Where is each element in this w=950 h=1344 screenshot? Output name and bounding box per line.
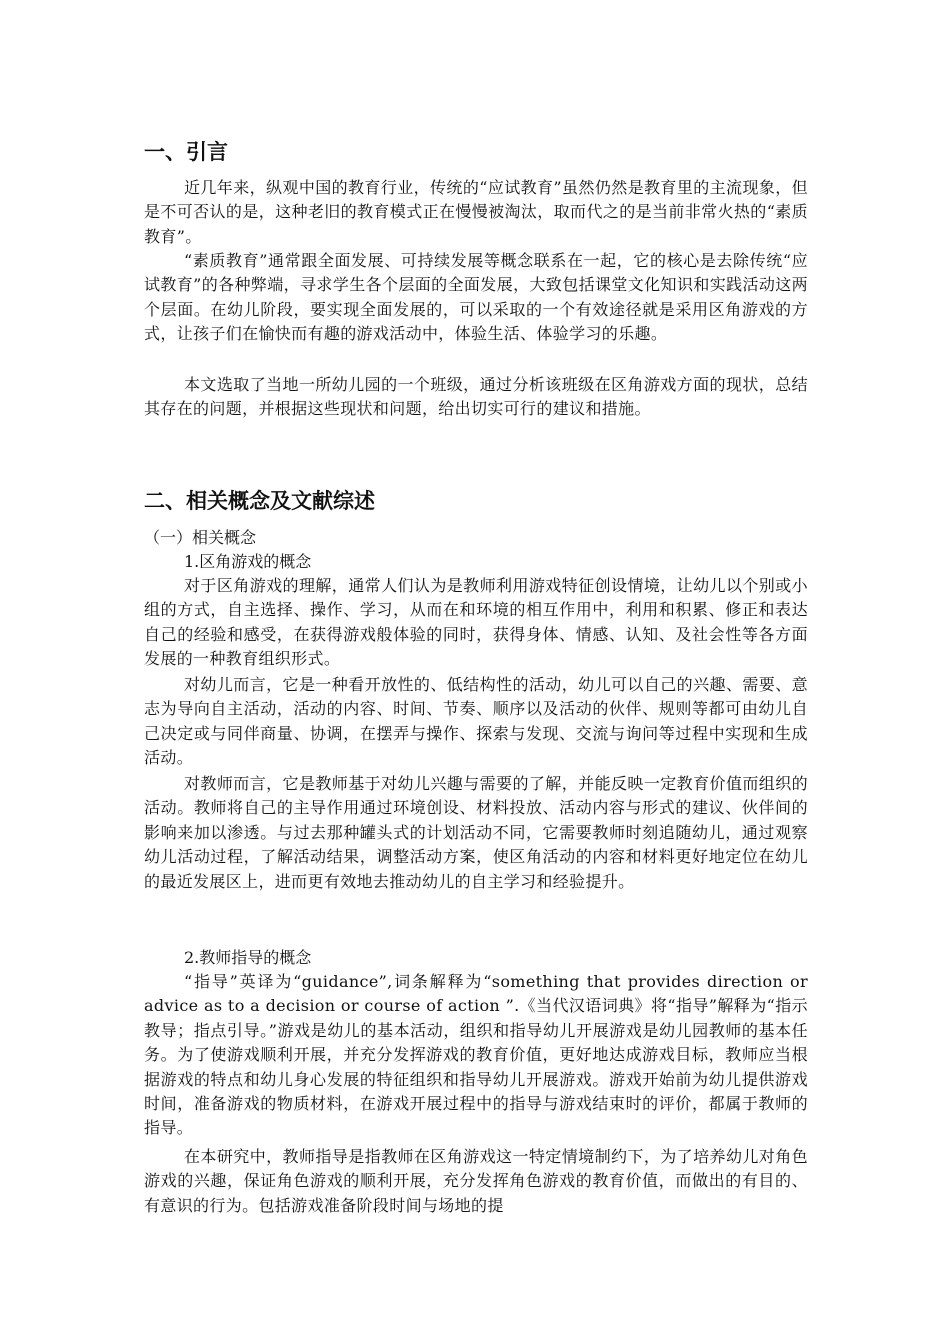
paragraph-teacher-guidance-1: “指导”英译为“guidance”,词条解释为“something that provides direction or advice as to a decision or course of action ”.《当代汉语词典》将“指导”解释为“指示教导；指点引导。”游戏是幼儿的基本活动，组织和指导幼儿开展游戏是幼儿园教师的基本任务。为了使游戏顺利开展，并充分发挥游戏的教育价值，更好地达成游戏目标，教师应当根据游戏的特点和幼儿身心发展的特征组织和指导幼儿开展游戏。游戏开始前为幼儿提供游戏时间，准备游戏的物质材料，在游戏开展过程中的指导与游戏结束时的评价，都属于教师的指导。 [144, 972, 808, 1138]
paragraph-corner-game-1: 对于区角游戏的理解，通常人们认为是教师利用游戏特征创设情境，让幼儿以个别或小组的方式，自主选择、操作、学习，从而在和环境的相互作用中，利用和积累、修正和表达自己的经验和感受，在获得游戏般体验的同时，获得身体、情感、认知、及社会性等各方面发展的一种教育组织形式。 [144, 576, 808, 669]
item-title-corner-game: 1.区角游戏的概念 [184, 552, 312, 571]
subsection-heading-concepts: （一）相关概念 [144, 528, 257, 547]
item-title-teacher-guidance: 2.教师指导的概念 [184, 948, 312, 967]
paragraph-teacher-guidance-2: 在本研究中，教师指导是指教师在区角游戏这一特定情境制约下，为了培养幼儿对角色游戏的兴趣，保证角色游戏的顺利开展，充分发挥角色游戏的教育价值，而做出的有目的、有意识的行为。包括游戏准备阶段时间与场地的提 [144, 1147, 808, 1215]
paragraph-corner-game-3: 对教师而言，它是教师基于对幼儿兴趣与需要的了解，并能反映一定教育价值而组织的活动。教师将自己的主导作用通过环境创设、材料投放、活动内容与形式的建议、伙伴间的影响来加以渗透。与过去那种罐头式的计划活动不同，它需要教师时刻追随幼儿，通过观察幼儿活动过程，了解活动结果，调整活动方案，使区角活动的内容和材料更好地定位在幼儿的最近发展区上，进而更有效地去推动幼儿的自主学习和经验提升。 [144, 774, 808, 891]
paragraph-intro-2: “素质教育”通常跟全面发展、可持续发展等概念联系在一起，它的核心是去除传统“应试教育”的各种弊端，寻求学生各个层面的全面发展，大致包括课堂文化知识和实践活动这两个层面。在幼儿阶段，要实现全面发展的，可以采取的一个有效途径就是采用区角游戏的方式，让孩子们在愉快而有趣的游戏活动中，体验生活、体验学习的乐趣。 [144, 251, 808, 344]
paragraph-intro-3: 本文选取了当地一所幼儿园的一个班级，通过分析该班级在区角游戏方面的现状，总结其存在的问题，并根据这些现状和问题，给出切实可行的建议和措施。 [144, 375, 808, 419]
paragraph-intro-1: 近几年来，纵观中国的教育行业，传统的“应试教育”虽然仍然是教育里的主流现象，但是不可否认的是，这种老旧的教育模式正在慢慢被淘汰，取而代之的是当前非常火热的“素质教育”。 [144, 178, 808, 246]
section-heading-introduction: 一、引言 [144, 140, 228, 164]
paragraph-corner-game-2: 对幼儿而言，它是一种看开放性的、低结构性的活动，幼儿可以自己的兴趣、需要、意志为导向自主活动，活动的内容、时间、节奏、顺序以及活动的伙伴、规则等都可由幼儿自己决定或与同伴商量、协调，在摆弄与操作、探索与发现、交流与询问等过程中实现和生成活动。 [144, 675, 808, 768]
section-heading-concepts-review: 二、相关概念及文献综述 [144, 489, 375, 513]
